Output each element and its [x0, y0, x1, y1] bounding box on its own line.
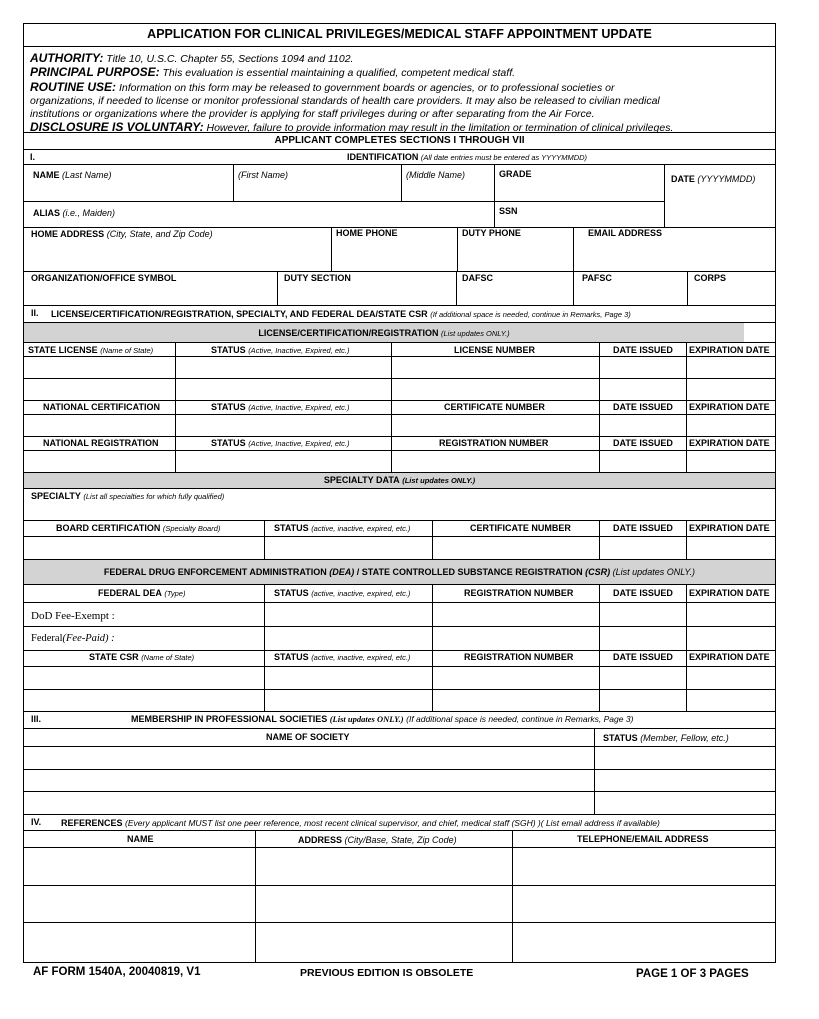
name-label: NAME (Last Name): [33, 170, 112, 180]
reference-tel-email-label: TELEPHONE/EMAIL ADDRESS: [577, 834, 709, 844]
national-reg-label: NATIONAL REGISTRATION: [43, 438, 159, 448]
last-name-input[interactable]: [28, 183, 228, 199]
duty-phone-input[interactable]: [461, 245, 569, 265]
dea-status-input-1[interactable]: [268, 607, 428, 623]
dea-date-issued-input-2[interactable]: [603, 630, 683, 646]
reference-name-input-2[interactable]: [27, 888, 251, 919]
section-2-number: II.: [31, 308, 39, 318]
status-label: STATUS (Active, Inactive, Expired, etc.): [211, 438, 350, 448]
license-number-label: LICENSE NUMBER: [454, 345, 536, 355]
home-address-input[interactable]: [28, 245, 326, 265]
license-number-input-1[interactable]: [395, 359, 595, 375]
email-label: EMAIL ADDRESS: [588, 228, 663, 238]
alias-input[interactable]: [120, 207, 490, 223]
board-date-issued-input[interactable]: [603, 540, 683, 556]
date-issued-label: DATE ISSUED: [613, 523, 673, 533]
csr-state-input-2[interactable]: [27, 692, 260, 708]
org-input[interactable]: [28, 286, 273, 302]
reference-address-input-2[interactable]: [259, 888, 508, 919]
middle-name-input[interactable]: [405, 183, 490, 199]
date-label: DATE (YYYYMMDD): [671, 174, 756, 184]
license-number-input-2[interactable]: [395, 381, 595, 397]
date-issued-label: DATE ISSUED: [613, 345, 673, 355]
applicant-banner: APPLICANT COMPLETES SECTIONS I THROUGH VII: [274, 135, 525, 146]
csr-date-issued-input-1[interactable]: [603, 670, 683, 686]
pafsc-label: PAFSC: [582, 273, 612, 283]
dafsc-input[interactable]: [460, 286, 569, 302]
home-address-label: HOME ADDRESS (City, State, and Zip Code): [31, 229, 213, 239]
dea-status-label: STATUS (active, inactive, expired, etc.): [274, 588, 411, 598]
form-id: AF FORM 1540A, 20040819, V1: [33, 966, 201, 978]
reg-expiration-input[interactable]: [690, 453, 772, 469]
date-issued-label: DATE ISSUED: [613, 402, 673, 412]
grade-input[interactable]: [498, 183, 660, 199]
section-1-number: I.: [30, 152, 36, 162]
license-date-issued-input-2[interactable]: [603, 381, 683, 397]
section-4-number: IV.: [31, 817, 42, 827]
routine-use-label: ROUTINE USE:: [30, 79, 117, 94]
email-input[interactable]: [577, 245, 772, 265]
dea-expiration-input-1[interactable]: [690, 607, 772, 623]
date-issued-label: DATE ISSUED: [613, 588, 673, 598]
reg-number-input[interactable]: [395, 453, 595, 469]
state-license-label: STATE LICENSE (Name of State): [28, 345, 154, 355]
csr-expiration-input-2[interactable]: [690, 692, 772, 708]
section-2-title: LICENSE/CERTIFICATION/REGISTRATION, SPECIALTY, AND FEDERAL DEA/STATE CSR (If additional space is needed, continue in Remarks, Page 3): [51, 309, 631, 319]
disclosure-text: However, failure to provide information may result in the limitation or termination of clinical privileges.: [206, 122, 674, 135]
cert-date-issued-input[interactable]: [603, 417, 683, 433]
reg-number-label: REGISTRATION NUMBER: [439, 438, 549, 448]
society-status-input-1[interactable]: [598, 750, 772, 766]
state-license-status-input-1[interactable]: [179, 359, 387, 375]
section-3-number: III.: [31, 714, 42, 724]
society-status-label: STATUS (Member, Fellow, etc.): [603, 733, 729, 743]
csr-reg-number-input-1[interactable]: [436, 670, 595, 686]
csr-reg-number-label: REGISTRATION NUMBER: [464, 652, 574, 662]
csr-reg-number-input-2[interactable]: [436, 692, 595, 708]
first-name-input[interactable]: [237, 183, 397, 199]
obsolete-notice: PREVIOUS EDITION IS OBSOLETE: [300, 967, 474, 979]
section-3-title: MEMBERSHIP IN PROFESSIONAL SOCIETIES (List updates ONLY.) (If additional space is needed, continue in Remarks, Page 3): [131, 714, 634, 724]
alias-label: ALIAS (i.e., Maiden): [33, 208, 116, 218]
federal-fee-paid-label: Federal(Fee-Paid) :: [31, 633, 115, 644]
first-name-hint: (First Name): [238, 170, 288, 180]
dea-reg-number-input-2[interactable]: [436, 630, 595, 646]
reference-tel-input-3[interactable]: [516, 925, 772, 959]
authority-label: AUTHORITY:: [30, 51, 104, 65]
status-label: STATUS (Active, Inactive, Expired, etc.): [211, 345, 350, 355]
home-phone-label: HOME PHONE: [336, 228, 398, 238]
board-cert-input[interactable]: [27, 540, 260, 556]
expiration-date-label: EXPIRATION DATE: [689, 588, 770, 598]
duty-section-input[interactable]: [281, 286, 452, 302]
ssn-input[interactable]: [530, 207, 660, 223]
expiration-date-label: EXPIRATION DATE: [689, 438, 770, 448]
national-cert-label: NATIONAL CERTIFICATION: [43, 402, 160, 412]
state-csr-label: STATE CSR (Name of State): [89, 652, 195, 662]
society-status-input-2[interactable]: [598, 772, 772, 788]
reference-address-input-3[interactable]: [259, 925, 508, 959]
section-4-title: REFERENCES (Every applicant MUST list one peer reference, most recent clinical supervisor, and chief, medical staff (SGH) )( List email address if available): [61, 818, 660, 828]
dod-fee-exempt-label: DoD Fee-Exempt :: [31, 610, 115, 622]
board-cert-number-input[interactable]: [436, 540, 595, 556]
reference-address-label: ADDRESS (City/Base, State, Zip Code): [298, 835, 457, 845]
home-phone-input[interactable]: [335, 245, 453, 265]
reg-date-issued-input[interactable]: [603, 453, 683, 469]
federal-fee-paid-input[interactable]: [120, 630, 260, 646]
specialty-banner: SPECIALTY DATA (List updates ONLY.): [323, 475, 476, 485]
date-issued-label: DATE ISSUED: [613, 652, 673, 662]
page-number: PAGE 1 OF 3 PAGES: [636, 968, 749, 980]
duty-phone-label: DUTY PHONE: [462, 228, 521, 238]
state-license-status-input-2[interactable]: [179, 381, 387, 397]
dod-fee-exempt-input[interactable]: [130, 607, 260, 623]
status-label: STATUS (Active, Inactive, Expired, etc.): [211, 402, 350, 412]
date-issued-label: DATE ISSUED: [613, 438, 673, 448]
csr-status-label: STATUS (active, inactive, expired, etc.): [274, 652, 411, 662]
reference-name-input-3[interactable]: [27, 925, 251, 959]
form-title: APPLICATION FOR CLINICAL PRIVILEGES/MEDICAL STAFF APPOINTMENT UPDATE: [147, 27, 652, 41]
board-cert-label: BOARD CERTIFICATION (Specialty Board): [56, 523, 221, 533]
specialty-label: SPECIALTY (List all specialties for which fully qualified): [31, 491, 225, 501]
privacy-statement: [30, 52, 770, 136]
cert-expiration-input[interactable]: [690, 417, 772, 433]
specialty-input[interactable]: [28, 502, 772, 518]
dea-date-issued-input-1[interactable]: [603, 607, 683, 623]
dea-reg-number-label: REGISTRATION NUMBER: [464, 588, 574, 598]
license-expiration-input-1[interactable]: [690, 359, 772, 375]
society-name-input-2[interactable]: [27, 772, 590, 788]
dea-reg-number-input-1[interactable]: [436, 607, 595, 623]
dea-status-input-2[interactable]: [268, 630, 428, 646]
csr-date-issued-input-2[interactable]: [603, 692, 683, 708]
ssn-label: SSN: [499, 206, 518, 216]
reference-tel-input-1[interactable]: [516, 850, 772, 882]
state-license-input-1[interactable]: [27, 359, 171, 375]
national-reg-input[interactable]: [27, 453, 171, 469]
routine-use-text-3: institutions or organizations where the provider is applying for staff privileges during or after separating from the Air Force.: [30, 108, 595, 121]
board-expiration-input[interactable]: [690, 540, 772, 556]
license-banner: LICENSE/CERTIFICATION/REGISTRATION (List updates ONLY.): [258, 328, 510, 338]
board-cert-number-label: CERTIFICATE NUMBER: [470, 523, 571, 533]
society-name-input-3[interactable]: [27, 795, 590, 811]
duty-section-label: DUTY SECTION: [284, 273, 351, 283]
org-label: ORGANIZATION/OFFICE SYMBOL: [31, 273, 177, 283]
national-reg-status-input[interactable]: [179, 453, 387, 469]
dea-expiration-input-2[interactable]: [690, 630, 772, 646]
expiration-date-label: EXPIRATION DATE: [689, 402, 770, 412]
authority-text: Title 10, U.S.C. Chapter 55, Sections 1094 and 1102.: [106, 53, 354, 65]
routine-use-text-2: organizations, if needed to license or monitor professional standards of health care providers. It may also be released to civilian medical: [30, 94, 660, 107]
purpose-text: This evaluation is essential maintaining a qualified, competent medical staff.: [162, 67, 516, 80]
name-of-society-label: NAME OF SOCIETY: [266, 732, 350, 742]
csr-status-input-1[interactable]: [268, 670, 428, 686]
society-status-input-3[interactable]: [598, 795, 772, 811]
dafsc-label: DAFSC: [462, 273, 493, 283]
expiration-date-label: EXPIRATION DATE: [689, 523, 770, 533]
csr-status-input-2[interactable]: [268, 692, 428, 708]
expiration-date-label: EXPIRATION DATE: [689, 652, 770, 662]
date-input[interactable]: [668, 190, 772, 206]
state-license-input-2[interactable]: [27, 381, 171, 397]
license-expiration-input-2[interactable]: [690, 381, 772, 397]
divider: [23, 149, 776, 150]
national-cert-status-input[interactable]: [179, 417, 387, 433]
dea-banner: FEDERAL DRUG ENFORCEMENT ADMINISTRATION (DEA) / STATE CONTROLLED SUBSTANCE REGISTRATION (CSR) (List updates ONLY.): [103, 567, 696, 577]
middle-name-hint: (Middle Name): [406, 170, 466, 180]
board-status-input[interactable]: [268, 540, 428, 556]
license-date-issued-input-1[interactable]: [603, 359, 683, 375]
routine-use-text: Information on this form may be released to government boards or agencies, or to professional societies or: [118, 81, 615, 94]
cert-number-label: CERTIFICATE NUMBER: [444, 402, 545, 412]
csr-state-input-1[interactable]: [27, 670, 260, 686]
section-1-title: IDENTIFICATION (All date entries must be entered as YYYYMMDD): [347, 152, 588, 162]
corps-input[interactable]: [691, 286, 772, 302]
pafsc-input[interactable]: [577, 286, 683, 302]
reference-address-input-1[interactable]: [259, 850, 508, 882]
federal-dea-label: FEDERAL DEA (Type): [98, 588, 186, 598]
reference-name-label: NAME: [127, 834, 154, 844]
expiration-date-label: EXPIRATION DATE: [689, 345, 770, 355]
disclosure-label: DISCLOSURE IS VOLUNTARY:: [30, 120, 204, 135]
cert-number-input[interactable]: [395, 417, 595, 433]
board-status-label: STATUS (active, inactive, expired, etc.): [274, 523, 411, 533]
national-cert-input[interactable]: [27, 417, 171, 433]
grade-label: GRADE: [499, 169, 532, 179]
reference-name-input-1[interactable]: [27, 850, 251, 882]
society-name-input-1[interactable]: [27, 750, 590, 766]
purpose-label: PRINCIPAL PURPOSE:: [30, 65, 160, 80]
divider: [23, 132, 776, 133]
corps-label: CORPS: [694, 273, 727, 283]
csr-expiration-input-1[interactable]: [690, 670, 772, 686]
reference-tel-input-2[interactable]: [516, 888, 772, 919]
divider: [23, 46, 776, 47]
